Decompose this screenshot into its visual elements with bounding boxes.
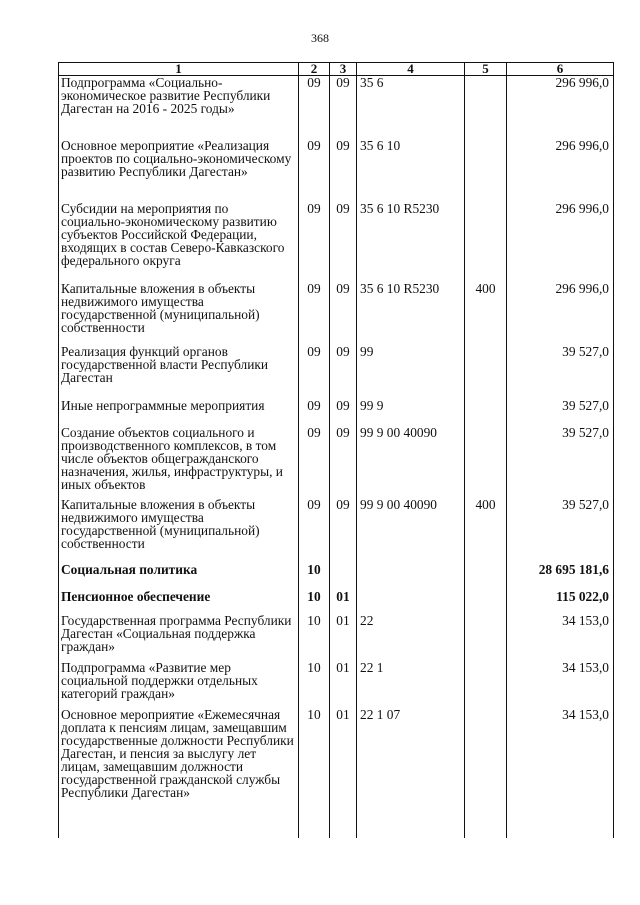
row-name-cell: Реализация функций органов государственной власти Республики Дагестан bbox=[59, 345, 299, 399]
row-expense-type-cell bbox=[465, 708, 507, 838]
row-subsection-cell: 09 bbox=[330, 498, 357, 563]
table-row bbox=[59, 76, 614, 139]
row-amount-cell: 39 527,0 bbox=[507, 345, 614, 399]
row-expense-type-cell bbox=[465, 426, 507, 498]
row-expense-type-cell bbox=[465, 76, 507, 139]
row-amount-cell: 34 153,0 bbox=[507, 614, 614, 661]
row-section-cell: 09 bbox=[299, 426, 330, 498]
row-amount-cell: 39 527,0 bbox=[507, 426, 614, 498]
table-row bbox=[59, 661, 614, 708]
row-expense-type-cell bbox=[465, 563, 507, 590]
row-amount-cell: 34 153,0 bbox=[507, 708, 614, 838]
row-expense-type-cell bbox=[465, 345, 507, 399]
row-target-code-cell: 22 bbox=[357, 614, 465, 661]
row-name-cell: Государственная программа Республики Дагестан «Социальная поддержка граждан» bbox=[59, 614, 299, 661]
row-amount-cell: 296 996,0 bbox=[507, 139, 614, 202]
row-section-cell: 10 bbox=[299, 590, 330, 614]
row-name-cell: Пенсионное обеспечение bbox=[59, 590, 299, 614]
row-amount-cell: 296 996,0 bbox=[507, 282, 614, 345]
row-subsection-cell: 09 bbox=[330, 345, 357, 399]
row-name-cell: Субсидии на мероприятия по социально-экономическому развитию субъектов Российской Федерации, входящих в состав Северо-Кавказского федерального округа bbox=[59, 202, 299, 282]
table-row bbox=[59, 202, 614, 282]
row-target-code-cell bbox=[357, 563, 465, 590]
row-section-cell: 10 bbox=[299, 661, 330, 708]
row-section-cell: 09 bbox=[299, 282, 330, 345]
row-amount-cell: 39 527,0 bbox=[507, 498, 614, 563]
row-expense-type-cell: 400 bbox=[465, 282, 507, 345]
table-row bbox=[59, 708, 614, 838]
row-target-code-cell: 35 6 10 R5230 bbox=[357, 282, 465, 345]
row-target-code-cell: 99 9 00 40090 bbox=[357, 426, 465, 498]
row-amount-cell: 39 527,0 bbox=[507, 399, 614, 426]
row-name-cell: Основное мероприятие «Реализация проектов по социально-экономическому развитию Республики Дагестан» bbox=[59, 139, 299, 202]
row-subsection-cell: 09 bbox=[330, 139, 357, 202]
row-subsection-cell: 01 bbox=[330, 708, 357, 838]
row-expense-type-cell bbox=[465, 590, 507, 614]
row-section-cell: 09 bbox=[299, 399, 330, 426]
row-subsection-cell: 09 bbox=[330, 202, 357, 282]
header-col-4: 4 bbox=[357, 63, 465, 76]
table-row bbox=[59, 498, 614, 563]
row-amount-cell: 28 695 181,6 bbox=[507, 563, 614, 590]
header-col-5: 5 bbox=[465, 63, 507, 76]
row-amount-cell: 296 996,0 bbox=[507, 76, 614, 139]
row-target-code-cell: 22 1 bbox=[357, 661, 465, 708]
row-subsection-cell: 09 bbox=[330, 426, 357, 498]
page-number: 368 bbox=[311, 31, 329, 45]
row-name-cell: Подпрограмма «Развитие мер социальной поддержки отдельных категорий граждан» bbox=[59, 661, 299, 708]
row-amount-cell: 296 996,0 bbox=[507, 202, 614, 282]
row-section-cell: 10 bbox=[299, 614, 330, 661]
row-section-cell: 09 bbox=[299, 202, 330, 282]
table-row bbox=[59, 590, 614, 614]
table-row bbox=[59, 139, 614, 202]
row-name-cell: Капитальные вложения в объекты недвижимого имущества государственной (муниципальной) собственности bbox=[59, 282, 299, 345]
header-col-6: 6 bbox=[507, 63, 614, 76]
row-name-cell: Капитальные вложения в объекты недвижимого имущества государственной (муниципальной) собственности bbox=[59, 498, 299, 563]
row-subsection-cell: 09 bbox=[330, 76, 357, 139]
table-row bbox=[59, 282, 614, 345]
row-section-cell: 09 bbox=[299, 498, 330, 563]
row-target-code-cell: 99 9 00 40090 bbox=[357, 498, 465, 563]
row-expense-type-cell bbox=[465, 202, 507, 282]
header-col-1: 1 bbox=[59, 63, 299, 76]
row-target-code-cell bbox=[357, 590, 465, 614]
row-name-cell: Социальная политика bbox=[59, 563, 299, 590]
row-expense-type-cell bbox=[465, 139, 507, 202]
row-section-cell: 09 bbox=[299, 76, 330, 139]
row-name-cell: Иные непрограммные мероприятия bbox=[59, 399, 299, 426]
header-col-2: 2 bbox=[299, 63, 330, 76]
row-target-code-cell: 35 6 10 R5230 bbox=[357, 202, 465, 282]
row-target-code-cell: 35 6 10 bbox=[357, 139, 465, 202]
row-target-code-cell: 99 bbox=[357, 345, 465, 399]
row-amount-cell: 115 022,0 bbox=[507, 590, 614, 614]
row-target-code-cell: 35 6 bbox=[357, 76, 465, 139]
row-subsection-cell: 09 bbox=[330, 282, 357, 345]
table-row bbox=[59, 563, 614, 590]
row-section-cell: 10 bbox=[299, 708, 330, 838]
table-row bbox=[59, 614, 614, 661]
row-subsection-cell: 01 bbox=[330, 590, 357, 614]
row-subsection-cell: 01 bbox=[330, 614, 357, 661]
row-subsection-cell bbox=[330, 563, 357, 590]
row-section-cell: 09 bbox=[299, 139, 330, 202]
row-expense-type-cell bbox=[465, 661, 507, 708]
row-expense-type-cell bbox=[465, 399, 507, 426]
row-subsection-cell: 09 bbox=[330, 399, 357, 426]
row-name-cell: Создание объектов социального и производственного комплексов, в том числе объектов общегражданского назначения, жилья, инфраструктуры, и иных объектов bbox=[59, 426, 299, 498]
row-amount-cell: 34 153,0 bbox=[507, 661, 614, 708]
row-section-cell: 09 bbox=[299, 345, 330, 399]
row-target-code-cell: 99 9 bbox=[357, 399, 465, 426]
row-name-cell: Подпрограмма «Социально-экономическое развитие Республики Дагестан на 2016 - 2025 годы» bbox=[59, 76, 299, 139]
row-name-cell: Основное мероприятие «Ежемесячная доплата к пенсиям лицам, замещавшим государственные должности Республики Дагестан, и пенсия за выслугу лет лицам, замещавшим должности государственной гражданской службы Республики Дагестан» bbox=[59, 708, 299, 838]
header-col-3: 3 bbox=[330, 63, 357, 76]
table-row bbox=[59, 426, 614, 498]
row-expense-type-cell bbox=[465, 614, 507, 661]
row-section-cell: 10 bbox=[299, 563, 330, 590]
table-row bbox=[59, 399, 614, 426]
header-row bbox=[59, 63, 614, 76]
table-row bbox=[59, 345, 614, 399]
row-subsection-cell: 01 bbox=[330, 661, 357, 708]
row-target-code-cell: 22 1 07 bbox=[357, 708, 465, 838]
budget-table bbox=[58, 62, 614, 838]
row-expense-type-cell: 400 bbox=[465, 498, 507, 563]
